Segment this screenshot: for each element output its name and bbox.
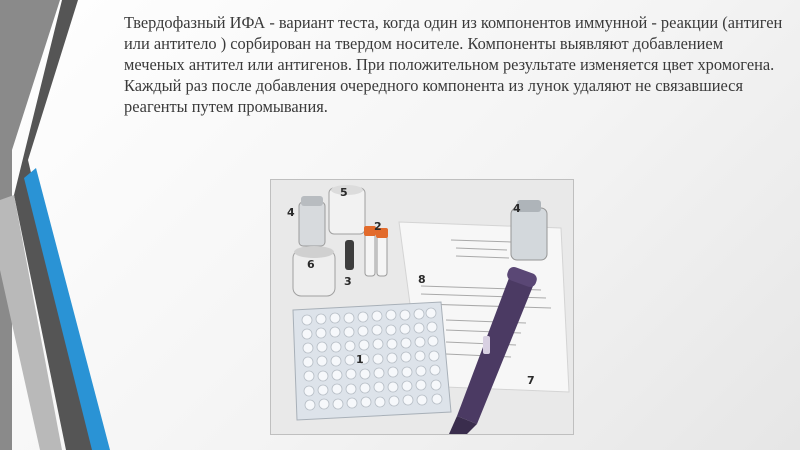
label-3: 3	[344, 275, 352, 288]
vial-4-left	[299, 196, 325, 246]
vial-6	[293, 246, 335, 296]
label-1: 1	[356, 353, 364, 366]
microplate-96-well	[293, 302, 451, 420]
label-4-right: 4	[513, 202, 521, 215]
decorative-stripes	[0, 0, 120, 450]
label-5: 5	[340, 186, 348, 199]
label-2: 2	[374, 220, 382, 233]
elisa-kit-photo	[270, 179, 574, 435]
tube-3	[345, 240, 354, 270]
label-7: 7	[527, 374, 535, 387]
label-8: 8	[418, 273, 426, 286]
body-paragraph: Твердофазный ИФА - вариант теста, когда один из компонентов иммунной - реакции (антиген или антитело ) сорбирован на твердом носителе. Компоненты выявляют добавлением меченых антител или антигенов. При положительном результате изменяется цвет хромогена. Каждый раз после добавления очередного компонента из лунок удаляют не связавшиеся реагенты путем промывания.	[124, 13, 783, 116]
label-6: 6	[307, 258, 315, 271]
label-4-left: 4	[287, 206, 295, 219]
